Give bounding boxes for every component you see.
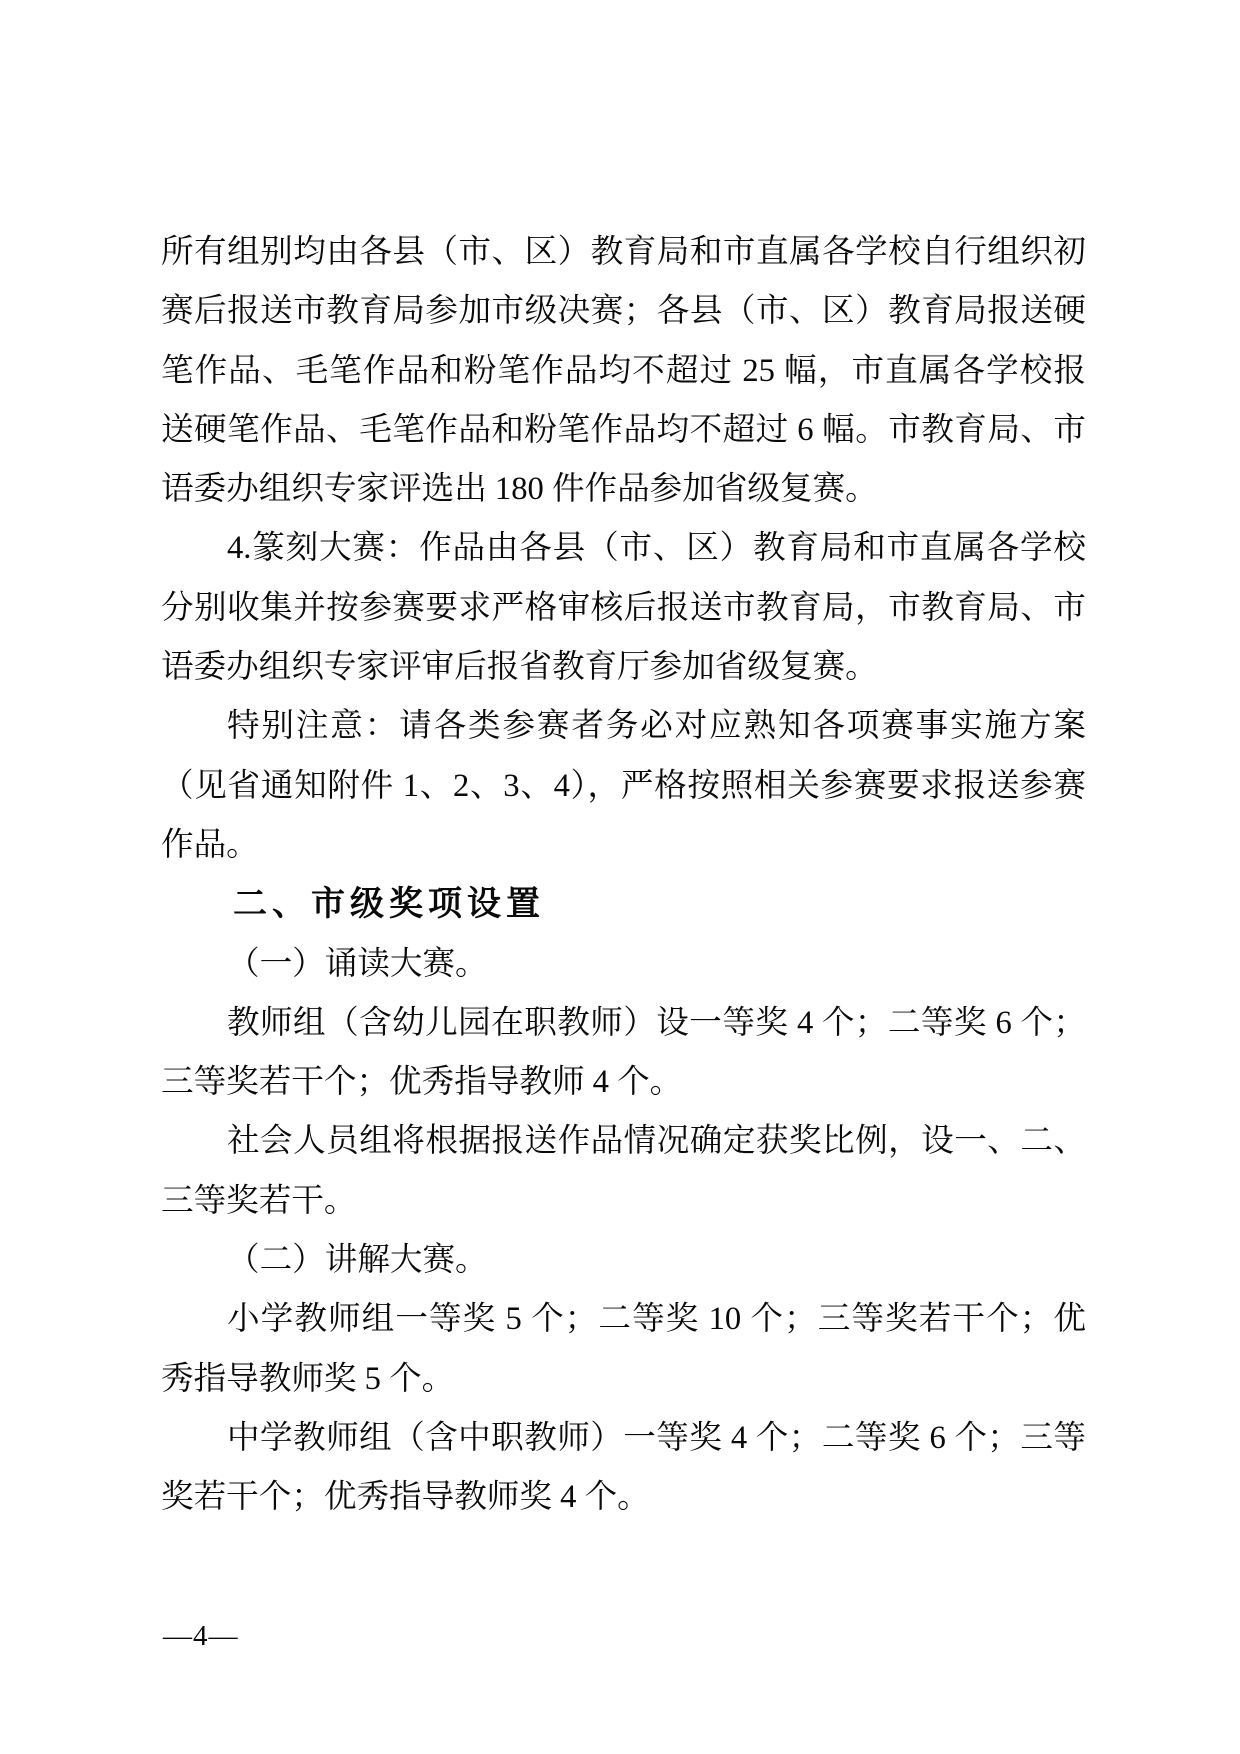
text-line: 三等奖若干。 <box>161 1182 357 1219</box>
text-line: 三等奖若干个；优秀指导教师 4 个。 <box>161 1064 683 1101</box>
subsection-title-recitation: （一）诵读大赛。 <box>227 945 488 982</box>
text-line: 送硬笔作品、毛笔作品和粉笔作品均不超过 6 幅。市教育局、市 <box>161 411 1086 448</box>
document-body <box>161 223 1086 1528</box>
text-line: 教师组（含幼儿园在职教师）设一等奖 4 个；二等奖 6 个； <box>227 1004 1086 1041</box>
text-line: 语委办组织专家评选出 180 件作品参加省级复赛。 <box>161 471 878 508</box>
text-line: 所有组别均由各县（市、区）教育局和市直属各学校自行组织初 <box>161 234 1086 270</box>
text-line: 笔作品、毛笔作品和粉笔作品均不超过 25 幅，市直属各学校报 <box>161 352 1086 389</box>
text-line: 赛后报送市教育局参加市级决赛；各县（市、区）教育局报送硬 <box>161 293 1086 330</box>
text-line: 中学教师组（含中职教师）一等奖 4 个；二等奖 6 个；三等 <box>227 1419 1086 1456</box>
text-line: 秀指导教师奖 5 个。 <box>161 1360 455 1397</box>
section-heading-awards: 二、市级奖项设置 <box>233 885 545 924</box>
text-line-seal-contest: 4.篆刻大赛：作品由各县（市、区）教育局和市直属各学校 <box>227 530 1086 567</box>
text-line: 语委办组织专家评审后报省教育厅参加省级复赛。 <box>161 649 878 686</box>
text-line: （见省通知附件 1、2、3、4），严格按照相关参赛要求报送参赛 <box>161 767 1086 804</box>
text-line: 作品。 <box>161 826 259 863</box>
text-line: 小学教师组一等奖 5 个；二等奖 10 个；三等奖若干个；优 <box>227 1301 1086 1338</box>
subsection-title-lecture: （二）讲解大赛。 <box>227 1242 488 1279</box>
text-line: 分别收集并按参赛要求严格审核后报送市教育局，市教育局、市 <box>161 589 1086 626</box>
page-number: —4— <box>163 1620 239 1652</box>
text-line: 奖若干个；优秀指导教师奖 4 个。 <box>161 1479 650 1516</box>
text-line: 社会人员组将根据报送作品情况确定获奖比例，设一、二、 <box>227 1123 1086 1160</box>
text-line-special-note: 特别注意：请各类参赛者务必对应熟知各项赛事实施方案 <box>227 708 1086 745</box>
